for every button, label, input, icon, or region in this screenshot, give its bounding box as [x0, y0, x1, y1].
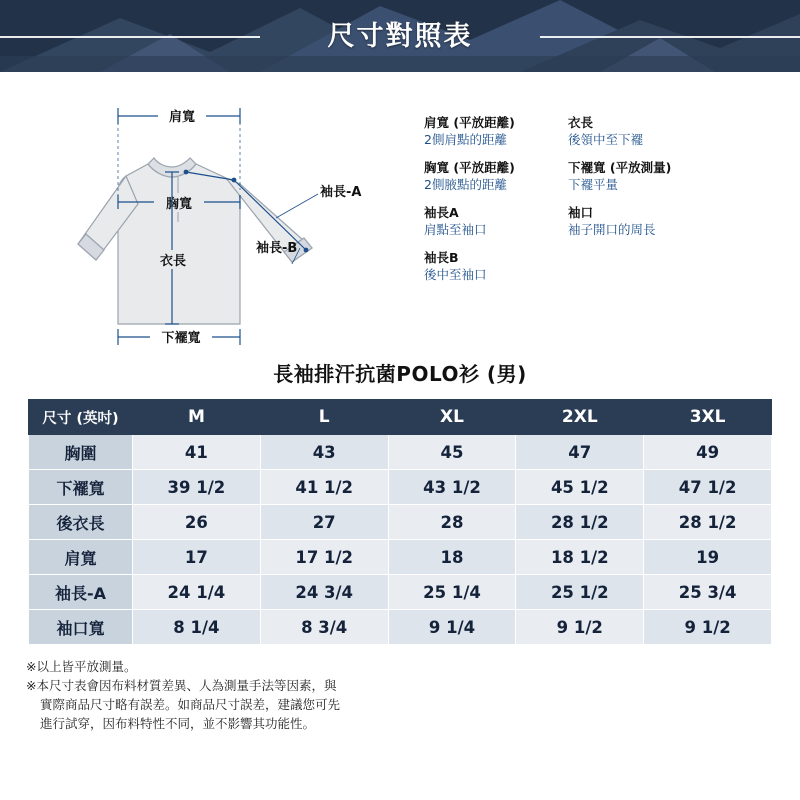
note-line-4: 進行試穿，因布料特性不同，並不影響其功能性。	[40, 716, 316, 731]
page-header	[0, 0, 800, 72]
legend-term: 袖長A	[424, 205, 459, 220]
table-row	[29, 435, 772, 470]
garment-illustration	[0, 72, 420, 354]
table-cell: 28 1/2	[644, 505, 772, 540]
table-cell: 45	[388, 435, 516, 470]
legend-desc: 2側肩點的距離	[424, 132, 507, 147]
legend-term: 肩寬 (平放距離)	[424, 115, 515, 130]
table-cell: 9 1/4	[388, 610, 516, 645]
disclaimer-notes	[0, 645, 800, 733]
table-cell: 24 1/4	[133, 575, 261, 610]
table-cell: 24 3/4	[260, 575, 388, 610]
table-cell: 17	[133, 540, 261, 575]
legend-desc: 2側腋點的距離	[424, 177, 507, 192]
table-header-row	[29, 400, 772, 435]
table-cell: 25 1/4	[388, 575, 516, 610]
table-cell: 45 1/2	[516, 470, 644, 505]
table-cell: 43	[260, 435, 388, 470]
table-row	[29, 540, 772, 575]
table-row	[29, 470, 772, 505]
size-chart-table	[28, 399, 772, 645]
table-cell: 18 1/2	[516, 540, 644, 575]
product-title: 長袖排汗抗菌POLO衫 (男)	[273, 362, 527, 386]
legend-term: 胸寬 (平放距離)	[424, 160, 515, 175]
table-cell: 39 1/2	[133, 470, 261, 505]
row-label: 下襬寬	[29, 470, 133, 505]
page-title: 尺寸對照表	[327, 21, 473, 52]
legend-list	[424, 114, 784, 283]
svg-text:肩寬: 肩寬	[168, 110, 196, 125]
measurement-diagram	[0, 72, 800, 354]
table-cell: 41 1/2	[260, 470, 388, 505]
note-line-3: 實際商品尺寸略有誤差。如商品尺寸誤差，建議您可先	[40, 697, 341, 712]
table-cell: 49	[644, 435, 772, 470]
row-label: 肩寬	[29, 540, 133, 575]
table-cell: 28 1/2	[516, 505, 644, 540]
svg-text:袖長-B: 袖長-B	[256, 241, 298, 256]
row-label: 胸圍	[29, 435, 133, 470]
legend-desc: 肩點至袖口	[424, 222, 487, 237]
svg-text:胸寬: 胸寬	[165, 197, 193, 212]
table-cell: 47	[516, 435, 644, 470]
legend-term: 衣長	[568, 115, 594, 130]
table-row	[29, 575, 772, 610]
size-header-2xl: 2XL	[516, 400, 644, 435]
size-header-xl: XL	[388, 400, 516, 435]
size-header-m: M	[133, 400, 261, 435]
table-cell: 25 3/4	[644, 575, 772, 610]
row-label: 袖口寬	[29, 610, 133, 645]
table-cell: 9 1/2	[644, 610, 772, 645]
table-row	[29, 610, 772, 645]
legend-term: 袖長B	[424, 250, 459, 265]
table-cell: 8 1/4	[133, 610, 261, 645]
legend-desc-empty	[568, 266, 784, 283]
table-cell: 26	[133, 505, 261, 540]
legend-term: 袖口	[568, 205, 594, 220]
table-cell: 47 1/2	[644, 470, 772, 505]
table-cell: 43 1/2	[388, 470, 516, 505]
table-cell: 28	[388, 505, 516, 540]
table-cell: 17 1/2	[260, 540, 388, 575]
table-cell: 18	[388, 540, 516, 575]
legend-desc: 袖子開口的周長	[568, 222, 656, 237]
table-cell: 8 3/4	[260, 610, 388, 645]
row-label: 後衣長	[29, 505, 133, 540]
table-cell: 41	[133, 435, 261, 470]
svg-text:袖長-A: 袖長-A	[320, 185, 362, 200]
table-cell: 9 1/2	[516, 610, 644, 645]
table-cell: 25 1/2	[516, 575, 644, 610]
legend-term: 下襬寬 (平放測量)	[568, 160, 672, 175]
table-row	[29, 505, 772, 540]
legend-desc: 後領中至下襬	[568, 132, 644, 147]
note-line-1: ※以上皆平放測量。	[26, 659, 137, 674]
svg-text:衣長: 衣長	[159, 254, 187, 269]
note-line-2: ※本尺寸表會因布料材質差異、人為測量手法等因素，與	[26, 678, 337, 693]
svg-text:下襬寬: 下襬寬	[161, 331, 201, 346]
table-cell: 27	[260, 505, 388, 540]
legend-desc: 下襬平量	[568, 177, 619, 192]
table-corner-header: 尺寸 (英吋)	[29, 400, 133, 435]
size-header-3xl: 3XL	[644, 400, 772, 435]
size-header-l: L	[260, 400, 388, 435]
table-cell: 19	[644, 540, 772, 575]
row-label: 袖長-A	[29, 575, 133, 610]
legend-term-empty	[568, 249, 784, 266]
legend-desc: 後中至袖口	[424, 267, 487, 282]
